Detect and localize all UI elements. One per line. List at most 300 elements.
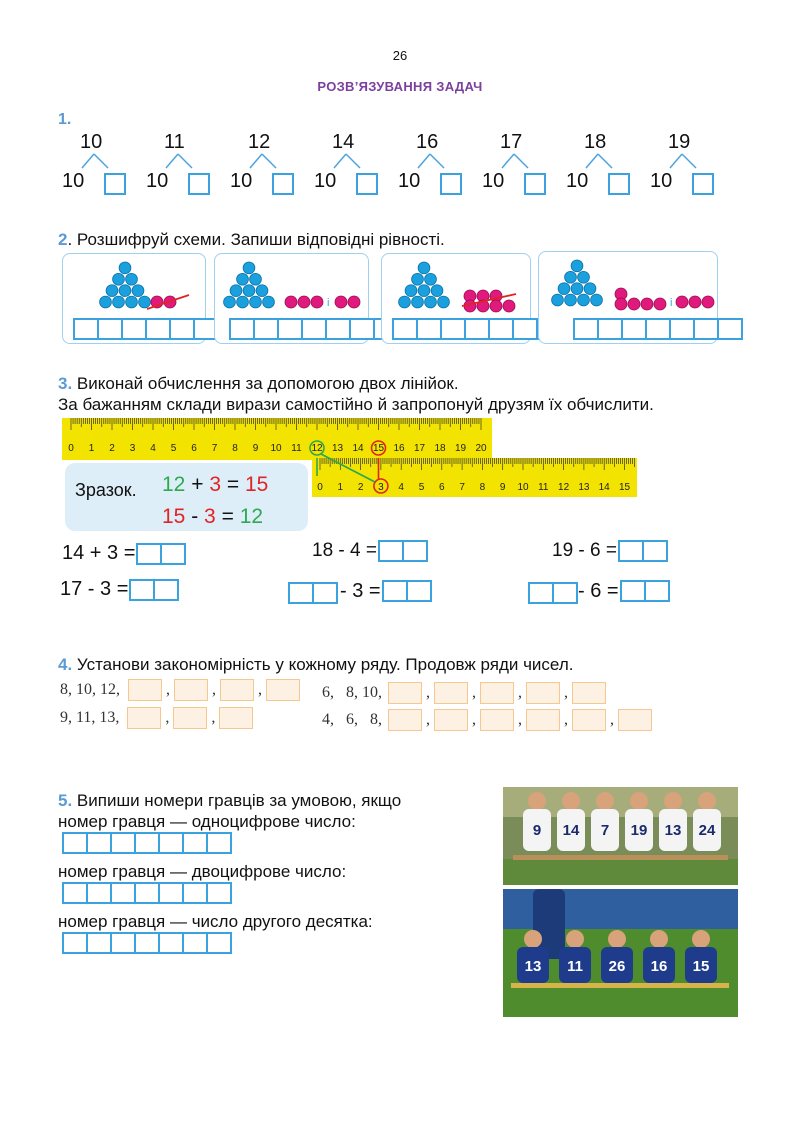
answer-cell[interactable] [206, 932, 232, 954]
answer-cell[interactable] [301, 318, 327, 340]
bead-scheme-3 [382, 254, 532, 314]
ruler-1-number: 18 [434, 443, 446, 454]
sequence-box[interactable] [127, 707, 161, 729]
answer-cell[interactable] [669, 318, 695, 340]
answer-cell[interactable] [182, 832, 208, 854]
comma: , [258, 681, 262, 698]
ruler-2-number: 3 [378, 482, 384, 493]
blue-bead [224, 296, 236, 308]
blue-bead [139, 296, 151, 308]
ruler-2-number: 2 [357, 482, 364, 493]
photo-2-bench [511, 983, 729, 988]
decomposition-item [312, 130, 392, 200]
sequence-box[interactable] [434, 682, 468, 704]
expr-6 [528, 578, 668, 604]
sequence-box[interactable] [526, 709, 560, 731]
answer-cell[interactable] [349, 318, 375, 340]
pink-bead [689, 296, 701, 308]
answer-cell[interactable] [160, 543, 186, 565]
answer-cell[interactable] [182, 882, 208, 904]
answer-cell[interactable] [618, 540, 644, 562]
player-head [664, 792, 682, 810]
blue-bead [119, 285, 131, 297]
pink-bead [702, 296, 714, 308]
answer-cells-2[interactable] [229, 318, 397, 340]
ruler-2-number: 14 [598, 482, 610, 493]
blue-bead [256, 285, 268, 297]
sequence-box[interactable] [219, 707, 253, 729]
ruler-1-number: 11 [291, 443, 302, 454]
answer-cell[interactable] [406, 580, 432, 602]
comma: , [518, 684, 522, 701]
part-number: 10 [398, 170, 421, 192]
ruler-2-number: 4 [398, 482, 404, 493]
answer-box[interactable] [272, 173, 294, 195]
answer-cell[interactable] [145, 318, 171, 340]
blue-bead [126, 273, 138, 285]
answer-cell[interactable] [153, 579, 179, 601]
answer-cell[interactable] [62, 882, 88, 904]
comma: , [518, 711, 522, 728]
sequence-box[interactable] [128, 679, 162, 701]
answer-cell[interactable] [312, 582, 338, 604]
answer-cell[interactable] [129, 579, 155, 601]
ruler-1-number: 1 [88, 443, 95, 454]
answer-cell[interactable] [325, 318, 351, 340]
answer-cell[interactable] [378, 540, 404, 562]
sequence-box[interactable] [618, 709, 652, 731]
player-number: 13 [524, 958, 542, 975]
sequence-a-text: 8, 10, 12, [60, 681, 120, 698]
blue-bead [431, 285, 443, 297]
sequence-box[interactable] [388, 709, 422, 731]
whole-number: 17 [500, 131, 523, 153]
answer-cell[interactable] [440, 318, 466, 340]
pink-bead [615, 298, 627, 310]
answer-cell[interactable] [73, 318, 99, 340]
answer-cell[interactable] [158, 832, 184, 854]
player-head [524, 930, 542, 948]
blue-bead [558, 283, 570, 295]
player-head [692, 930, 710, 948]
player-number: 7 [600, 822, 610, 839]
blue-bead [132, 285, 144, 297]
blue-bead [113, 273, 125, 285]
answer-cell[interactable] [134, 882, 160, 904]
task2-heading [58, 230, 445, 250]
answer-cell[interactable] [464, 318, 490, 340]
expr-1-text: 14 + 3 = [62, 542, 136, 564]
decomposition-item [60, 130, 140, 200]
ruler-1-number: 19 [454, 443, 467, 454]
sequence-box[interactable] [220, 679, 254, 701]
sample-b1: 3 [209, 473, 221, 496]
ruler-2-number: 8 [479, 482, 486, 493]
answer-cell[interactable] [86, 882, 112, 904]
blue-bead [418, 285, 430, 297]
blue-bead [237, 273, 249, 285]
expr-2 [312, 540, 426, 562]
answer-cell[interactable] [253, 318, 279, 340]
answer-cell[interactable] [134, 832, 160, 854]
answer-cell[interactable] [229, 318, 255, 340]
player-number: 14 [562, 822, 580, 839]
branch-lines [662, 152, 706, 172]
ruler-1-number: 14 [352, 443, 364, 454]
expr-4-text: 17 - 3 = [60, 578, 129, 600]
answer-cell[interactable] [693, 318, 719, 340]
branch-lines [494, 152, 538, 172]
blue-bead [119, 262, 131, 274]
blue-bead [399, 296, 411, 308]
and-label: і [327, 297, 330, 309]
sample-label: Зразок. [75, 480, 137, 500]
comma: , [165, 709, 170, 726]
answer-box[interactable] [188, 173, 210, 195]
blue-bead [565, 294, 577, 306]
sample-equation-2 [162, 505, 263, 529]
answer-cell[interactable] [121, 318, 147, 340]
answer-box[interactable] [104, 173, 126, 195]
answer-cell[interactable] [86, 932, 112, 954]
pink-bead [676, 296, 688, 308]
sample-a2: 15 [162, 505, 186, 528]
sequence-row-a [60, 679, 300, 701]
decomposition-item [396, 130, 476, 200]
answer-cell[interactable] [621, 318, 647, 340]
sequence-box[interactable] [526, 682, 560, 704]
answer-cell[interactable] [288, 582, 314, 604]
task4-text: Установи закономірність у кожному ряду. Продовж ряди чисел. [72, 655, 574, 674]
answer-cell[interactable] [206, 832, 232, 854]
sample-equation-1 [162, 473, 268, 497]
sample-op2: - [191, 505, 199, 528]
condition-3: номер гравця — число другого десятка: [58, 912, 373, 931]
branch-lines [158, 152, 202, 172]
blue-bead [412, 273, 424, 285]
sequence-box[interactable] [266, 679, 300, 701]
blue-bead [571, 283, 583, 295]
ruler-1-number: 9 [252, 443, 259, 454]
scheme-card-1 [62, 253, 206, 344]
sequence-box[interactable] [480, 682, 514, 704]
sequence-b-text: 9, 11, 13, [60, 709, 120, 726]
answer-cells-4[interactable] [573, 318, 741, 340]
ruler-1-number: 5 [170, 443, 177, 454]
blue-bead [438, 296, 450, 308]
blue-bead [412, 296, 424, 308]
ruler-2-number: 12 [558, 482, 570, 493]
comma: , [212, 681, 216, 698]
answer-box[interactable] [608, 173, 630, 195]
player-number: 24 [698, 822, 716, 839]
answer-cell[interactable] [110, 832, 136, 854]
task2-number: 2 [58, 230, 68, 249]
comma: , [610, 711, 614, 728]
scheme-card-3 [381, 253, 531, 344]
answer-cell[interactable] [717, 318, 743, 340]
player-number: 15 [692, 958, 710, 975]
sequence-box[interactable] [572, 709, 606, 731]
sequence-box[interactable] [388, 682, 422, 704]
comma: , [564, 684, 568, 701]
task3-heading [58, 374, 459, 394]
comma: , [426, 684, 430, 701]
player-number: 19 [630, 822, 648, 839]
part-number: 10 [230, 170, 253, 192]
whole-number: 14 [332, 131, 355, 153]
expr-3-text: 19 - 6 = [552, 540, 617, 561]
page-title: РОЗВ’ЯЗУВАННЯ ЗАДАЧ [317, 79, 483, 94]
scheme-card-2 [214, 253, 369, 344]
blue-bead [552, 294, 564, 306]
ruler-2-number: 10 [517, 482, 529, 493]
player-head [596, 792, 614, 810]
blue-bead [106, 285, 118, 297]
player-head [566, 930, 584, 948]
expr-5 [288, 578, 430, 604]
pink-bead [285, 296, 297, 308]
task4-number: 4. [58, 655, 73, 674]
ruler-1-number: 7 [211, 443, 218, 454]
answer-cell[interactable] [158, 932, 184, 954]
task3-line2: За бажанням склади вирази самостійно й запропонуй друзям їх обчислити. [58, 395, 654, 414]
player-number: 26 [608, 958, 626, 975]
player-number: 16 [650, 958, 668, 975]
bead-scheme-4 [539, 252, 719, 314]
answer-cell[interactable] [277, 318, 303, 340]
answer-box[interactable] [356, 173, 378, 195]
part-number: 10 [314, 170, 337, 192]
answer-cell[interactable] [392, 318, 418, 340]
ruler-1-number: 17 [413, 443, 426, 454]
ruler-1-number: 12 [311, 443, 323, 454]
answer-cell[interactable] [97, 318, 123, 340]
sequence-row-d [322, 709, 652, 731]
comma: , [211, 709, 216, 726]
pink-bead [298, 296, 310, 308]
ruler-2-number: 0 [317, 482, 323, 493]
sample-a1: 12 [162, 473, 186, 496]
answer-cell[interactable] [86, 832, 112, 854]
task5-heading [58, 791, 401, 811]
comma: , [472, 711, 476, 728]
blue-bead [250, 273, 262, 285]
blue-bead [571, 260, 583, 272]
blue-bead [100, 296, 112, 308]
answer-cell[interactable] [416, 318, 442, 340]
pink-bead [654, 298, 666, 310]
players-photos [503, 787, 738, 1017]
task2-text: . Розшифруй схеми. Запиши відповідні рівності. [67, 230, 445, 249]
sequence-row-c [322, 682, 606, 704]
task5-number: 5. [58, 791, 73, 810]
answer-cell[interactable] [182, 932, 208, 954]
task4-heading [58, 655, 573, 675]
answer-cell[interactable] [62, 932, 88, 954]
answer-box[interactable] [692, 173, 714, 195]
sequence-box[interactable] [572, 682, 606, 704]
answer-cell[interactable] [573, 318, 599, 340]
ruler-1-number: 15 [372, 443, 385, 454]
blue-bead [237, 296, 249, 308]
condition-1: номер гравця — одноцифрове число: [58, 812, 356, 831]
branch-lines [410, 152, 454, 172]
sample-eq2: = [221, 505, 234, 528]
whole-number: 10 [80, 131, 103, 153]
ruler-1-number: 20 [475, 443, 487, 454]
branch-lines [326, 152, 370, 172]
comma: , [472, 684, 476, 701]
ruler-1-number: 4 [150, 443, 156, 454]
comma: , [564, 711, 568, 728]
answer-cell[interactable] [134, 932, 160, 954]
answer-cell[interactable] [158, 882, 184, 904]
decomposition-item [228, 130, 308, 200]
photo-1-grass [503, 859, 738, 885]
player-head [698, 792, 716, 810]
ruler-2-number: 5 [418, 482, 425, 493]
comma: , [426, 711, 430, 728]
answer-cell[interactable] [552, 582, 578, 604]
ruler-1-number: 13 [331, 443, 344, 454]
ruler-2-number: 9 [499, 482, 506, 493]
player-number: 13 [664, 822, 682, 839]
branch-lines [242, 152, 286, 172]
part-number: 10 [62, 170, 85, 192]
expr-2-text: 18 - 4 = [312, 540, 377, 561]
answer-cell[interactable] [620, 580, 646, 602]
decomposition-item [564, 130, 644, 200]
decomposition-item [144, 130, 224, 200]
answer-cell[interactable] [512, 318, 538, 340]
bead-scheme-2 [215, 254, 370, 314]
sample-op1: + [191, 473, 204, 496]
ruler-1-number: 3 [129, 443, 136, 454]
player-head [528, 792, 546, 810]
answer-cells-single-digit[interactable] [62, 832, 230, 854]
part-number: 10 [482, 170, 505, 192]
ruler-2-number: 7 [459, 482, 465, 493]
photo-1-bench [513, 855, 728, 860]
decomposition-item [648, 130, 728, 200]
answer-cell[interactable] [597, 318, 623, 340]
whole-number: 11 [164, 131, 185, 153]
blue-bead [418, 262, 430, 274]
answer-cell[interactable] [110, 882, 136, 904]
ruler-2-number: 15 [618, 482, 631, 493]
whole-number: 18 [584, 131, 607, 153]
page-number: 26 [392, 48, 408, 63]
comma: , [166, 681, 170, 698]
blue-bead [591, 294, 603, 306]
task3-line1: Виконай обчислення за допомогою двох лінійок. [72, 374, 459, 393]
expr-6-text: - 6 = [578, 579, 619, 602]
answer-cells-two-digit[interactable] [62, 882, 230, 904]
sequence-row-b [60, 707, 253, 729]
sample-eq1: = [226, 473, 240, 496]
whole-number: 12 [248, 131, 271, 153]
expr-3 [552, 540, 666, 562]
expr-5-text: - 3 = [340, 579, 381, 602]
sequence-box[interactable] [174, 679, 208, 701]
sequence-c-text: 6, 8, 10, [322, 684, 382, 701]
answer-cell[interactable] [642, 540, 668, 562]
part-number: 10 [566, 170, 589, 192]
answer-cell[interactable] [110, 932, 136, 954]
answer-cell[interactable] [645, 318, 671, 340]
blue-bead [243, 262, 255, 274]
ruler-2-number: 6 [439, 482, 445, 493]
player-head [562, 792, 580, 810]
ruler-2-number: 1 [337, 482, 344, 493]
answer-box[interactable] [440, 173, 462, 195]
whole-number: 19 [668, 131, 691, 153]
sequence-box[interactable] [480, 709, 514, 731]
blue-bead [425, 296, 437, 308]
sequence-box[interactable] [434, 709, 468, 731]
blue-bead [230, 285, 242, 297]
blue-bead [578, 294, 590, 306]
blue-bead [425, 273, 437, 285]
task5-text: Випиши номери гравців за умовою, якщо [72, 791, 402, 810]
blue-bead [565, 271, 577, 283]
branch-lines [578, 152, 622, 172]
answer-box[interactable] [524, 173, 546, 195]
ruler-1-number: 10 [270, 443, 282, 454]
sample-r2: 12 [239, 505, 264, 528]
blue-bead [113, 296, 125, 308]
answer-cell[interactable] [644, 580, 670, 602]
and-label: і [670, 297, 673, 309]
answer-cell[interactable] [382, 580, 408, 602]
condition-2: номер гравця — двоцифрове число: [58, 862, 347, 881]
bead-scheme-1 [63, 254, 207, 314]
answer-cell[interactable] [169, 318, 195, 340]
scheme-card-4 [538, 251, 718, 344]
pink-bead [628, 298, 640, 310]
blue-bead [263, 296, 275, 308]
blue-bead [243, 285, 255, 297]
task1-number: 1. [58, 111, 72, 128]
answer-cell[interactable] [206, 882, 232, 904]
blue-bead [584, 283, 596, 295]
ruler-1-number: 2 [109, 443, 115, 454]
player-head [650, 930, 668, 948]
part-number: 10 [650, 170, 673, 192]
answer-cell[interactable] [62, 832, 88, 854]
pink-bead [311, 296, 323, 308]
pink-bead [490, 300, 502, 312]
answer-cell[interactable] [402, 540, 428, 562]
pink-bead [335, 296, 347, 308]
ruler-1-number: 6 [191, 443, 197, 454]
blue-bead [578, 271, 590, 283]
sequence-box[interactable] [173, 707, 207, 729]
answer-cells-second-ten[interactable] [62, 932, 230, 954]
answer-cell[interactable] [488, 318, 514, 340]
player-number: 11 [567, 958, 583, 975]
pink-bead [503, 300, 515, 312]
blue-bead [126, 296, 138, 308]
answer-cell[interactable] [136, 543, 162, 565]
expr-4 [60, 578, 177, 601]
ruler-1-number: 16 [393, 443, 405, 454]
answer-cells-3[interactable] [392, 318, 560, 340]
branch-lines [74, 152, 118, 172]
answer-cell[interactable] [528, 582, 554, 604]
sample-r1: 15 [244, 473, 269, 496]
